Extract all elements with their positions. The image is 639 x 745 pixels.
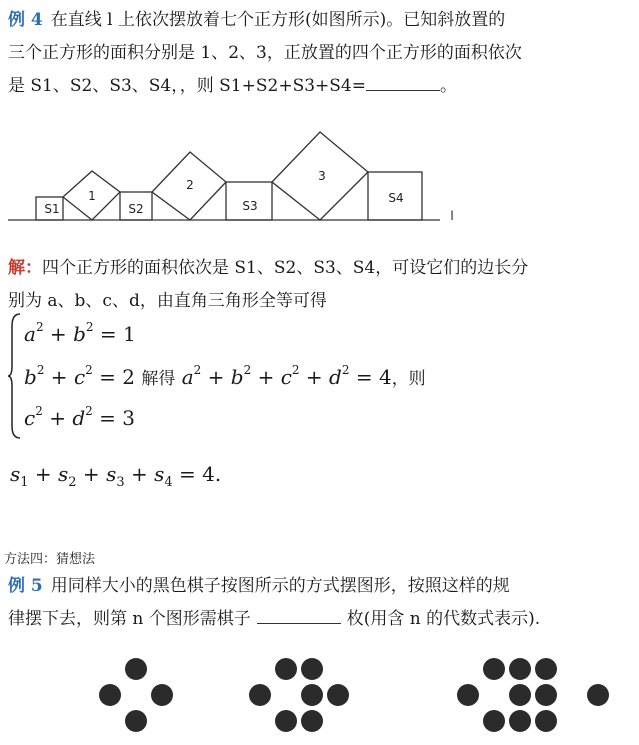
pattern-1 — [99, 658, 173, 732]
dot — [587, 684, 609, 706]
dot — [535, 658, 557, 680]
solution-label: 解： — [8, 258, 42, 278]
dot — [301, 658, 323, 680]
dot — [535, 710, 557, 732]
answer-blank-5 — [257, 609, 341, 624]
example5-line2-suffix: 枚(用含 n 的代数式表示). — [346, 609, 541, 629]
dot — [125, 710, 147, 732]
dot-patterns-figure — [0, 645, 639, 745]
dot — [301, 710, 323, 732]
dot — [125, 658, 147, 680]
dot — [151, 684, 173, 706]
label-s1: S1 — [44, 202, 60, 216]
answer-blank-4 — [366, 76, 440, 91]
example5-paragraph — [8, 570, 632, 636]
dot — [301, 684, 323, 706]
dot — [327, 684, 349, 706]
example5-label: 例 5 — [8, 576, 43, 596]
dot — [457, 684, 479, 706]
solution-line1: 四个正方形的面积依次是 S1、S2、S3、S4，可设它们的边长分 — [42, 258, 529, 278]
example5-line1: 用同样大小的黑色棋子按图所示的方式摆图形，按照这样的规 — [50, 576, 510, 596]
example4-label: 例 4 — [8, 10, 43, 30]
dot — [483, 658, 505, 680]
solution-line2: 别为 a、b、c、d，由直角三角形全等可得 — [8, 291, 327, 311]
equation-1: $a^2 + b^2 = 1$ — [24, 320, 136, 346]
equation-2: $b^2 + c^2 = 2$ 解得 $a^2 + b^2 + c^2 + d^2 = 4$，则 — [24, 363, 426, 389]
dot — [509, 658, 531, 680]
example4-line3: 是 S1、S2、S3、S4，，则 S1+S2+S3+S4= — [8, 76, 366, 96]
equation-brace — [8, 312, 22, 440]
squares-figure — [0, 118, 639, 238]
example5-line2: 律摆下去，则第 n 个图形需棋子 — [8, 609, 251, 629]
dot — [509, 710, 531, 732]
label-s4: S4 — [388, 191, 404, 205]
label-s2: S2 — [128, 202, 144, 216]
solution-paragraph — [8, 252, 632, 318]
final-equation: $s_1 + s_2 + s_3 + s_4 = 4$. — [10, 462, 222, 490]
dot — [535, 684, 557, 706]
dot — [249, 684, 271, 706]
example4-paragraph — [8, 4, 632, 103]
label-1: 1 — [88, 189, 96, 203]
label-3: 3 — [318, 169, 326, 183]
example4-line2: 三个正方形的面积分别是 1、2、3，正放置的四个正方形的面积依次 — [8, 43, 522, 63]
method4-heading: 方法四：猜想法 — [4, 552, 96, 567]
example4-line3-suffix: 。 — [439, 76, 457, 96]
dot — [509, 684, 531, 706]
label-l: l — [450, 209, 454, 223]
dot — [275, 710, 297, 732]
pattern-3 — [457, 658, 609, 732]
pattern-2 — [249, 658, 349, 732]
label-2: 2 — [186, 178, 194, 192]
dot — [99, 684, 121, 706]
label-s3: S3 — [242, 199, 258, 213]
dot — [483, 710, 505, 732]
example4-line1: 在直线 l 上依次摆放着七个正方形(如图所示)。已知斜放置的 — [50, 10, 506, 30]
equation-3: $c^2 + d^2 = 3$ — [24, 404, 135, 430]
dot — [275, 658, 297, 680]
